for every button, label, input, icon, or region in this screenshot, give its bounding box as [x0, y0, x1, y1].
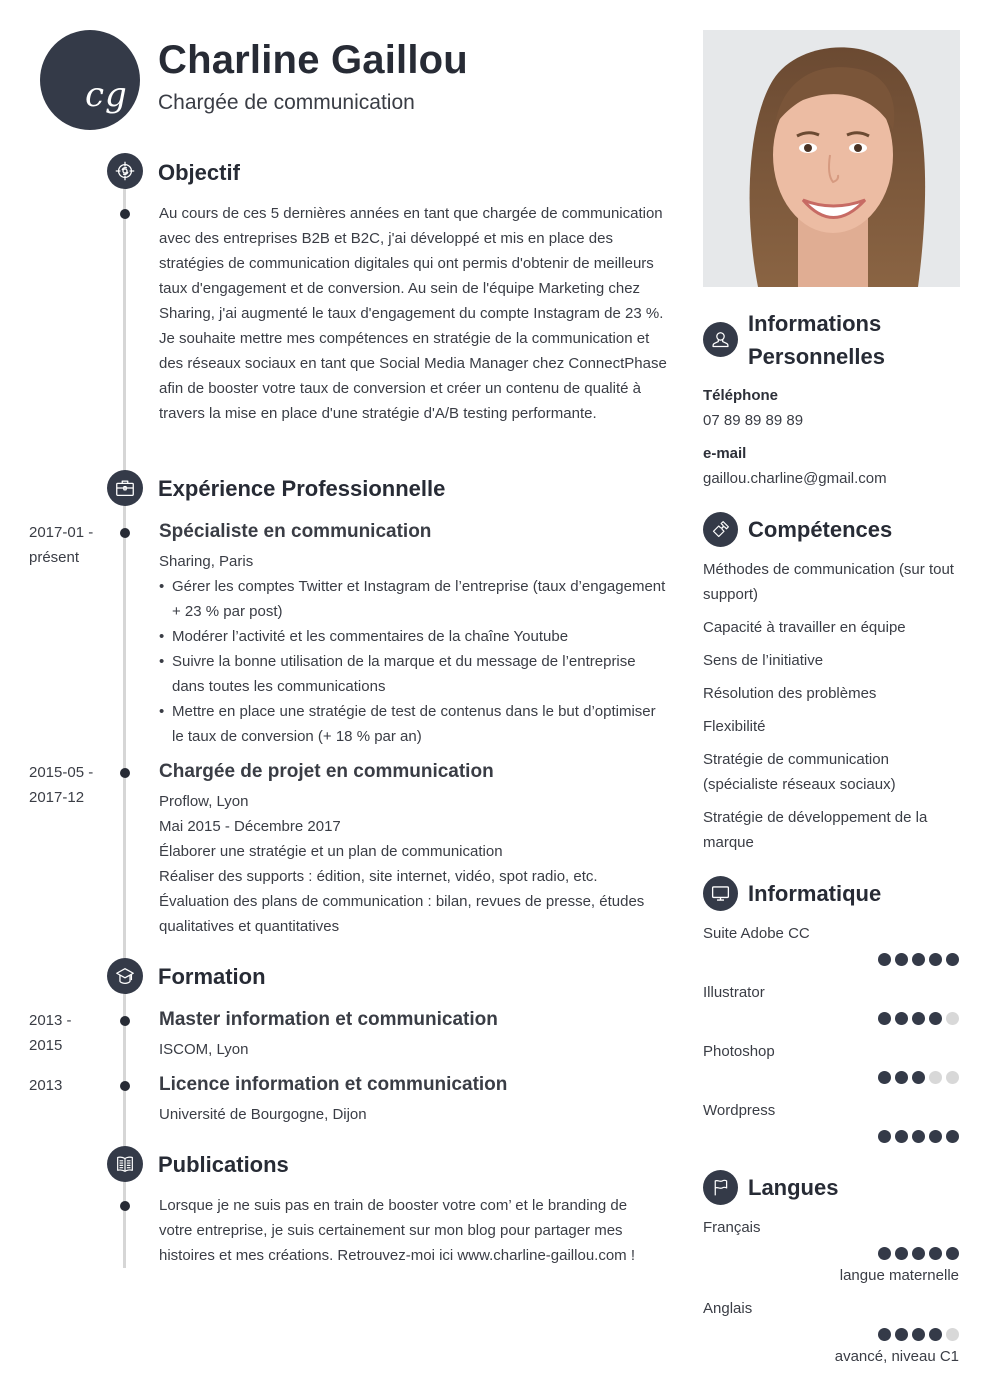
- degree-title: Master information et communication: [159, 1009, 498, 1030]
- software-name: Photoshop: [703, 1043, 775, 1060]
- rating-dot-filled: [912, 1328, 925, 1341]
- candidate-name: Charline Gaillou: [158, 38, 468, 82]
- timeline-line: [123, 175, 126, 1268]
- rating-dot-filled: [912, 953, 925, 966]
- rating-dot-filled: [895, 953, 908, 966]
- job-date: [29, 520, 109, 570]
- rating-dot-empty: [946, 1071, 959, 1084]
- briefcase-icon: [107, 470, 143, 506]
- education-date: [29, 1073, 109, 1098]
- rating-dot-filled: [895, 1130, 908, 1143]
- flag-icon: [703, 1170, 738, 1205]
- section-title-computing: Informatique: [748, 881, 882, 906]
- job-duty: Élaborer une stratégie et un plan de communication: [159, 843, 503, 860]
- job-duty: • Gérer les comptes Twitter et Instagram de l’entreprise (taux d’engagement + 23 % par post): [159, 574, 669, 624]
- rating-dot-filled: [878, 1247, 891, 1260]
- rating-dots: [878, 1247, 959, 1260]
- education-date-end: 2015: [29, 1037, 63, 1054]
- rating-dots: [878, 1012, 959, 1025]
- rating-dot-empty: [929, 1071, 942, 1084]
- software-name: Illustrator: [703, 984, 765, 1001]
- rating-dot-filled: [929, 1328, 942, 1341]
- skill-item: Capacité à travailler en équipe: [703, 619, 906, 636]
- language-level-note: avancé, niveau C1: [834, 1348, 959, 1365]
- graduation-cap-icon: [107, 958, 143, 994]
- job-title: Spécialiste en communication: [159, 521, 432, 542]
- education-date: [29, 1008, 109, 1058]
- monitor-icon: [703, 876, 738, 911]
- rating-dot-empty: [946, 1328, 959, 1341]
- profile-photo: [703, 30, 960, 287]
- email-value: gaillou.charline@gmail.com: [703, 470, 887, 487]
- rating-dot-filled: [878, 1130, 891, 1143]
- timeline-dot: [120, 1016, 130, 1026]
- phone-label: Téléphone: [703, 387, 779, 404]
- rating-dot-filled: [912, 1247, 925, 1260]
- phone-value: 07 89 89 89 89: [703, 412, 804, 429]
- education-date-start: 2013 -: [29, 1012, 72, 1029]
- section-title-languages: Langues: [748, 1175, 839, 1200]
- job-duty: • Mettre en place une stratégie de test de contenus dans le but d’optimiser le taux de conversion (+ 18 % par an): [159, 699, 669, 749]
- job-company: Sharing, Paris: [159, 553, 254, 570]
- software-name: Suite Adobe CC: [703, 925, 810, 942]
- timeline-dot: [120, 1081, 130, 1091]
- rating-dot-filled: [929, 1130, 942, 1143]
- section-title-personal-line1: Informations: [748, 311, 882, 336]
- rating-dot-filled: [946, 1247, 959, 1260]
- job-date: [29, 760, 109, 810]
- section-title-education: Formation: [158, 964, 266, 989]
- degree-title: Licence information et communication: [159, 1074, 508, 1095]
- rating-dot-filled: [912, 1130, 925, 1143]
- rating-dot-filled: [946, 953, 959, 966]
- skill-item: Résolution des problèmes: [703, 685, 877, 702]
- rating-dot-filled: [895, 1247, 908, 1260]
- section-title-publications: Publications: [158, 1152, 289, 1177]
- job-date-end: présent: [29, 549, 80, 566]
- section-title-personal: [748, 307, 885, 373]
- rating-dot-filled: [878, 1071, 891, 1084]
- publications-text: Lorsque je ne suis pas en train de booster votre com’ et le branding de votre entreprise, je suis certainement sur mon blog pour partager mes histoires et mes créations. Retrouvez-moi ici www.charline-gaillou.com !: [159, 1197, 636, 1264]
- monogram-badge: [40, 30, 140, 130]
- job-company: Proflow, Lyon: [159, 793, 249, 810]
- job-duty: • Modérer l’activité et les commentaires de la chaîne Youtube: [159, 624, 669, 649]
- language-name: Anglais: [703, 1300, 753, 1317]
- job-date-start: 2015-05 -: [29, 764, 94, 781]
- job-duty: Réaliser des supports : édition, site internet, vidéo, spot radio, etc.: [159, 868, 598, 885]
- timeline-dot: [120, 528, 130, 538]
- rating-dot-filled: [878, 953, 891, 966]
- job-period: Mai 2015 - Décembre 2017: [159, 818, 341, 835]
- software-name: Wordpress: [703, 1102, 776, 1119]
- job-date-end: 2017-12: [29, 789, 85, 806]
- section-title-personal-line2: Personnelles: [748, 344, 885, 369]
- rating-dot-filled: [895, 1012, 908, 1025]
- rating-dots: [878, 1130, 959, 1143]
- rating-dots: [878, 1071, 959, 1084]
- education-date-start: 2013: [29, 1077, 63, 1094]
- skill-item: Méthodes de communication (sur tout support): [703, 561, 954, 603]
- job-date-start: 2017-01 -: [29, 524, 94, 541]
- user-icon: [703, 322, 738, 357]
- rating-dot-empty: [946, 1012, 959, 1025]
- objective-text: Au cours de ces 5 dernières années en tant que chargée de communication avec des entreprises B2B et B2C, j'ai développé et mis en place des stratégies de communication digitales qui ont permis d'obtenir de meilleurs taux d'engagement et de conversion. Au sein de l'équipe Marketing chez Sharing, j'ai augmenté le taux d'engagement du compte Instagram de 23 %. Je souhaite mettre mes compétences en stratégie de la communication et des réseaux sociaux en tant que Social Media Manager chez ConnectPhase afin de booster votre taux de conversion et créer un contenu de qualité à travers la mise en place d'une stratégie d'A/B testing performante.: [159, 205, 667, 422]
- rating-dots: [878, 953, 959, 966]
- language-name: Français: [703, 1219, 761, 1236]
- skill-item: Stratégie de communication (spécialiste réseaux sociaux): [703, 751, 896, 793]
- section-title-experience: Expérience Professionnelle: [158, 476, 446, 501]
- email-label: e-mail: [703, 445, 747, 462]
- skill-item: Flexibilité: [703, 718, 766, 735]
- job-duty: • Suivre la bonne utilisation de la marque et du message de l’entreprise dans toutes les communications: [159, 649, 669, 699]
- job-title: Chargée de projet en communication: [159, 761, 494, 782]
- section-title-objective: Objectif: [158, 160, 240, 185]
- rating-dot-filled: [929, 1012, 942, 1025]
- section-title-skills: Compétences: [748, 517, 893, 542]
- monogram-text: cg: [85, 75, 128, 115]
- skill-item: Stratégie de développement de la marque: [703, 809, 928, 851]
- rating-dot-filled: [878, 1012, 891, 1025]
- timeline-dot: [120, 768, 130, 778]
- rating-dot-filled: [895, 1071, 908, 1084]
- rating-dot-filled: [878, 1328, 891, 1341]
- book-icon: [107, 1146, 143, 1182]
- rating-dot-filled: [912, 1071, 925, 1084]
- puzzle-icon: [703, 512, 738, 547]
- rating-dot-filled: [929, 953, 942, 966]
- language-level-note: langue maternelle: [839, 1267, 959, 1284]
- skill-item: Sens de l’initiative: [703, 652, 824, 669]
- job-duty: Évaluation des plans de communication : bilan, revues de presse, études qualitatives et quantitatives: [159, 893, 645, 935]
- rating-dot-filled: [946, 1130, 959, 1143]
- timeline-dot: [120, 209, 130, 219]
- school-name: ISCOM, Lyon: [159, 1041, 249, 1058]
- candidate-title: Chargée de communication: [158, 91, 415, 114]
- rating-dots: [878, 1328, 959, 1341]
- school-name: Université de Bourgogne, Dijon: [159, 1106, 367, 1123]
- target-icon: [107, 153, 143, 189]
- rating-dot-filled: [895, 1328, 908, 1341]
- rating-dot-filled: [912, 1012, 925, 1025]
- job-duties-list: [159, 574, 669, 749]
- timeline-dot: [120, 1201, 130, 1211]
- rating-dot-filled: [929, 1247, 942, 1260]
